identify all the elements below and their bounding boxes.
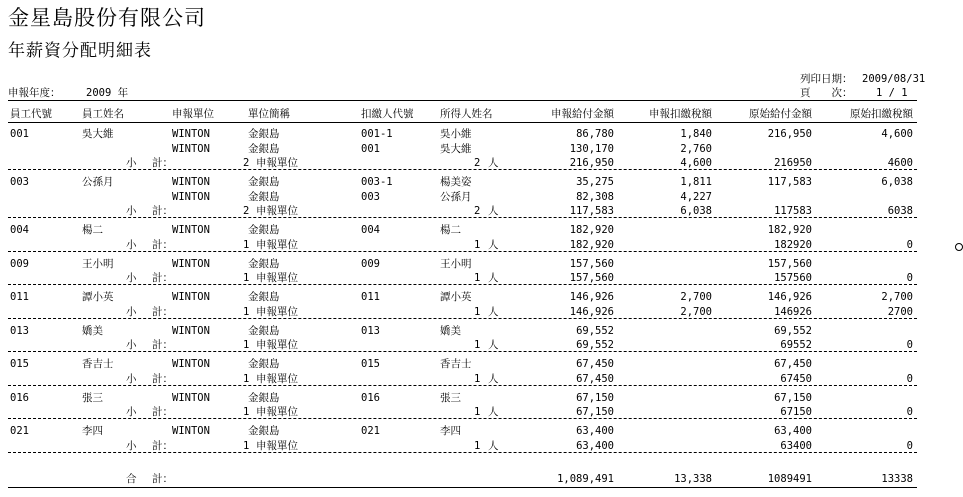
emp-name-cell: 香吉士	[82, 358, 114, 370]
withholder-id-cell: 009	[361, 257, 380, 270]
emp-name-cell: 公孫月	[82, 176, 114, 188]
subtotal-label-a: 小	[126, 439, 137, 452]
emp-id-cell: 011	[10, 291, 29, 303]
recipient-name-cell: 楊美姿	[440, 176, 472, 188]
paid-cell: 130,170	[569, 142, 614, 155]
unit-name-cell: 金銀島	[248, 142, 280, 155]
subtotal-orig-paid: 67150	[780, 406, 812, 418]
emp-id-cell: 004	[10, 224, 29, 236]
subtotal-orig-tax: 0	[906, 372, 913, 385]
unit-cell: WINTON	[172, 358, 210, 370]
paid-cell: 69,552	[576, 324, 614, 337]
group-divider	[8, 284, 917, 285]
subtotal-label-a: 小	[126, 406, 137, 418]
group-divider	[8, 385, 917, 386]
subtotal-label-b: 計：	[152, 372, 173, 385]
withholder-id-cell: 004	[361, 224, 380, 236]
total-label-b: 計：	[152, 473, 173, 485]
withholder-id-cell: 001	[361, 142, 380, 155]
subtotal-label-a: 小	[126, 205, 137, 217]
recipient-name-cell: 吳大維	[440, 142, 472, 155]
recipient-name-cell: 吳小維	[440, 128, 472, 140]
orig-paid-cell: 67,450	[774, 358, 812, 370]
subtotal-label-b: 計：	[152, 339, 173, 351]
emp-id-cell: 003	[10, 176, 29, 188]
unit-name-cell: 金銀島	[248, 425, 280, 437]
col-withholder-id: 扣繳人代號	[361, 108, 414, 120]
emp-name-cell: 吳大維	[82, 128, 114, 140]
subtotal-unit-suffix: 申報單位	[256, 272, 298, 284]
subtotal-person-count: 1	[474, 339, 481, 351]
paid-cell: 67,150	[576, 391, 614, 404]
total-tax: 13,338	[674, 473, 712, 485]
subtotal-label-b: 計：	[152, 272, 173, 284]
group-divider	[8, 169, 917, 170]
subtotal-person-suffix: 人	[488, 205, 499, 217]
unit-name-cell: 金銀島	[248, 176, 280, 188]
emp-id-cell: 021	[10, 425, 29, 437]
year-label: 申報年度：	[8, 87, 61, 99]
subtotal-label-a: 小	[126, 238, 137, 251]
subtotal-paid: 157,560	[569, 272, 614, 284]
unit-name-cell: 金銀島	[248, 358, 280, 370]
subtotal-unit-suffix: 申報單位	[256, 372, 298, 385]
withholder-id-cell: 015	[361, 358, 380, 370]
unit-cell: WINTON	[172, 142, 210, 155]
subtotal-orig-paid: 117583	[774, 205, 812, 217]
unit-name-cell: 金銀島	[248, 224, 280, 236]
tax-cell: 4,227	[680, 190, 712, 203]
paid-cell: 146,926	[569, 291, 614, 303]
withholder-id-cell: 003	[361, 190, 380, 203]
subtotal-unit-count: 1	[243, 439, 250, 452]
emp-id-cell: 009	[10, 257, 29, 270]
subtotal-label-a: 小	[126, 157, 137, 169]
orig-paid-cell: 146,926	[767, 291, 812, 303]
print-date-value: 2009/08/31	[862, 73, 926, 85]
group-divider	[8, 251, 917, 252]
orig-paid-cell: 67,150	[774, 391, 812, 404]
withholder-id-cell: 011	[361, 291, 380, 303]
subtotal-person-count: 1	[474, 305, 481, 318]
subtotal-paid: 69,552	[576, 339, 614, 351]
subtotal-unit-count: 1	[243, 305, 250, 318]
subtotal-orig-paid: 146926	[774, 305, 812, 318]
paid-cell: 67,450	[576, 358, 614, 370]
withholder-id-cell: 003-1	[361, 176, 393, 188]
subtotal-person-count: 1	[474, 238, 481, 251]
subtotal-label-a: 小	[126, 305, 137, 318]
paid-cell: 35,275	[576, 176, 614, 188]
subtotal-person-count: 2	[474, 157, 481, 169]
subtotal-unit-count: 2	[243, 157, 250, 169]
orig-paid-cell: 117,583	[767, 176, 812, 188]
unit-cell: WINTON	[172, 291, 210, 303]
unit-cell: WINTON	[172, 391, 210, 404]
recipient-name-cell: 王小明	[440, 257, 472, 270]
orig-paid-cell: 182,920	[767, 224, 812, 236]
subtotal-orig-paid: 182920	[774, 238, 812, 251]
withholder-id-cell: 013	[361, 324, 380, 337]
subtotal-unit-count: 1	[243, 272, 250, 284]
subtotal-unit-suffix: 申報單位	[256, 305, 298, 318]
print-date-label: 列印日期：	[800, 73, 853, 85]
emp-id-cell: 015	[10, 358, 29, 370]
subtotal-tax: 6,038	[680, 205, 712, 217]
recipient-name-cell: 張三	[440, 391, 461, 404]
subtotal-unit-suffix: 申報單位	[256, 157, 298, 169]
subtotal-person-suffix: 人	[488, 272, 499, 284]
withholder-id-cell: 021	[361, 425, 380, 437]
footer-rule	[8, 487, 917, 488]
col-orig-paid: 原始給付金額	[749, 108, 812, 120]
subtotal-person-suffix: 人	[488, 439, 499, 452]
year-value: 2009 年	[86, 87, 129, 99]
subtotal-paid: 216,950	[569, 157, 614, 169]
subtotal-orig-tax: 0	[906, 339, 913, 351]
unit-cell: WINTON	[172, 224, 210, 236]
subtotal-unit-suffix: 申報單位	[256, 439, 298, 452]
subtotal-person-suffix: 人	[488, 157, 499, 169]
paid-cell: 82,308	[576, 190, 614, 203]
subtotal-paid: 63,400	[576, 439, 614, 452]
subtotal-orig-paid: 157560	[774, 272, 812, 284]
header-bottom-rule	[8, 122, 917, 123]
recipient-name-cell: 公孫月	[440, 190, 472, 203]
subtotal-tax: 2,700	[680, 305, 712, 318]
tax-cell: 1,811	[680, 176, 712, 188]
subtotal-person-suffix: 人	[488, 406, 499, 418]
subtotal-orig-paid: 67450	[780, 372, 812, 385]
subtotal-person-count: 1	[474, 439, 481, 452]
subtotal-orig-tax: 4600	[887, 157, 913, 169]
unit-name-cell: 金銀島	[248, 391, 280, 404]
subtotal-paid: 182,920	[569, 238, 614, 251]
total-orig-paid: 1089491	[767, 473, 812, 485]
col-tax: 申報扣繳稅額	[649, 108, 712, 120]
unit-name-cell: 金銀島	[248, 291, 280, 303]
total-label-a: 合	[126, 473, 137, 485]
col-emp-name: 員工姓名	[82, 108, 124, 120]
subtotal-unit-count: 1	[243, 238, 250, 251]
unit-cell: WINTON	[172, 128, 210, 140]
col-recipient-name: 所得人姓名	[440, 108, 493, 120]
subtotal-label-b: 計：	[152, 205, 173, 217]
recipient-name-cell: 嬌美	[440, 324, 461, 337]
emp-id-cell: 016	[10, 391, 29, 404]
subtotal-orig-paid: 216950	[774, 157, 812, 169]
unit-cell: WINTON	[172, 324, 210, 337]
tax-cell: 1,840	[680, 128, 712, 140]
emp-name-cell: 李四	[82, 425, 103, 437]
subtotal-unit-suffix: 申報單位	[256, 238, 298, 251]
company-name: 金星島股份有限公司	[8, 6, 206, 30]
subtotal-orig-tax: 6038	[887, 205, 913, 217]
subtotal-unit-count: 2	[243, 205, 250, 217]
subtotal-unit-count: 1	[243, 339, 250, 351]
subtotal-person-suffix: 人	[488, 238, 499, 251]
unit-name-cell: 金銀島	[248, 324, 280, 337]
orig-paid-cell: 216,950	[767, 128, 812, 140]
subtotal-unit-suffix: 申報單位	[256, 406, 298, 418]
orig-tax-cell: 4,600	[881, 128, 913, 140]
page-label: 頁 次：	[800, 87, 853, 99]
subtotal-person-suffix: 人	[488, 305, 499, 318]
group-divider	[8, 217, 917, 218]
col-unit: 申報單位	[172, 108, 214, 120]
subtotal-paid: 67,150	[576, 406, 614, 418]
recipient-name-cell: 李四	[440, 425, 461, 437]
subtotal-paid: 67,450	[576, 372, 614, 385]
header-top-rule	[8, 100, 917, 101]
tax-cell: 2,700	[680, 291, 712, 303]
unit-name-cell: 金銀島	[248, 190, 280, 203]
subtotal-label-b: 計：	[152, 305, 173, 318]
total-orig-tax: 13338	[881, 473, 913, 485]
subtotal-orig-tax: 0	[906, 439, 913, 452]
group-divider	[8, 452, 917, 453]
subtotal-person-count: 1	[474, 406, 481, 418]
orig-tax-cell: 2,700	[881, 291, 913, 303]
subtotal-label-b: 計：	[152, 406, 173, 418]
subtotal-orig-paid: 63400	[780, 439, 812, 452]
orig-paid-cell: 63,400	[774, 425, 812, 437]
page-value: 1 / 1	[876, 87, 908, 99]
subtotal-person-suffix: 人	[488, 339, 499, 351]
paid-cell: 157,560	[569, 257, 614, 270]
emp-id-cell: 001	[10, 128, 29, 140]
col-emp-id: 員工代號	[10, 108, 52, 120]
subtotal-unit-count: 1	[243, 372, 250, 385]
recipient-name-cell: 香吉士	[440, 358, 472, 370]
emp-name-cell: 王小明	[82, 257, 114, 270]
subtotal-orig-tax: 0	[906, 272, 913, 284]
subtotal-orig-tax: 0	[906, 238, 913, 251]
emp-id-cell: 013	[10, 324, 29, 337]
circle-marker	[955, 243, 963, 251]
col-paid: 申報給付金額	[551, 108, 614, 120]
subtotal-label-a: 小	[126, 372, 137, 385]
emp-name-cell: 嬌美	[82, 324, 103, 337]
unit-name-cell: 金銀島	[248, 128, 280, 140]
total-paid: 1,089,491	[557, 473, 614, 485]
subtotal-orig-tax: 0	[906, 406, 913, 418]
subtotal-unit-count: 1	[243, 406, 250, 418]
subtotal-label-b: 計：	[152, 439, 173, 452]
col-orig-tax: 原始扣繳稅額	[850, 108, 913, 120]
subtotal-label-b: 計：	[152, 238, 173, 251]
recipient-name-cell: 楊二	[440, 224, 461, 236]
withholder-id-cell: 001-1	[361, 128, 393, 140]
subtotal-paid: 117,583	[569, 205, 614, 217]
subtotal-person-count: 1	[474, 372, 481, 385]
withholder-id-cell: 016	[361, 391, 380, 404]
subtotal-person-suffix: 人	[488, 372, 499, 385]
orig-paid-cell: 157,560	[767, 257, 812, 270]
col-unit-name: 單位簡稱	[248, 108, 290, 120]
subtotal-paid: 146,926	[569, 305, 614, 318]
orig-tax-cell: 6,038	[881, 176, 913, 188]
paid-cell: 63,400	[576, 425, 614, 437]
group-divider	[8, 318, 917, 319]
unit-name-cell: 金銀島	[248, 257, 280, 270]
orig-paid-cell: 69,552	[774, 324, 812, 337]
subtotal-person-count: 2	[474, 205, 481, 217]
unit-cell: WINTON	[172, 190, 210, 203]
unit-cell: WINTON	[172, 176, 210, 188]
tax-cell: 2,760	[680, 142, 712, 155]
subtotal-orig-tax: 2700	[887, 305, 913, 318]
subtotal-label-a: 小	[126, 339, 137, 351]
subtotal-label-a: 小	[126, 272, 137, 284]
paid-cell: 86,780	[576, 128, 614, 140]
group-divider	[8, 351, 917, 352]
group-divider	[8, 418, 917, 419]
subtotal-label-b: 計：	[152, 157, 173, 169]
paid-cell: 182,920	[569, 224, 614, 236]
subtotal-tax: 4,600	[680, 157, 712, 169]
unit-cell: WINTON	[172, 257, 210, 270]
subtotal-person-count: 1	[474, 272, 481, 284]
unit-cell: WINTON	[172, 425, 210, 437]
subtotal-orig-paid: 69552	[780, 339, 812, 351]
emp-name-cell: 楊二	[82, 224, 103, 236]
report-title: 年薪資分配明細表	[8, 41, 152, 61]
emp-name-cell: 譚小英	[82, 291, 114, 303]
subtotal-unit-suffix: 申報單位	[256, 205, 298, 217]
subtotal-unit-suffix: 申報單位	[256, 339, 298, 351]
recipient-name-cell: 譚小英	[440, 291, 472, 303]
emp-name-cell: 張三	[82, 391, 103, 404]
